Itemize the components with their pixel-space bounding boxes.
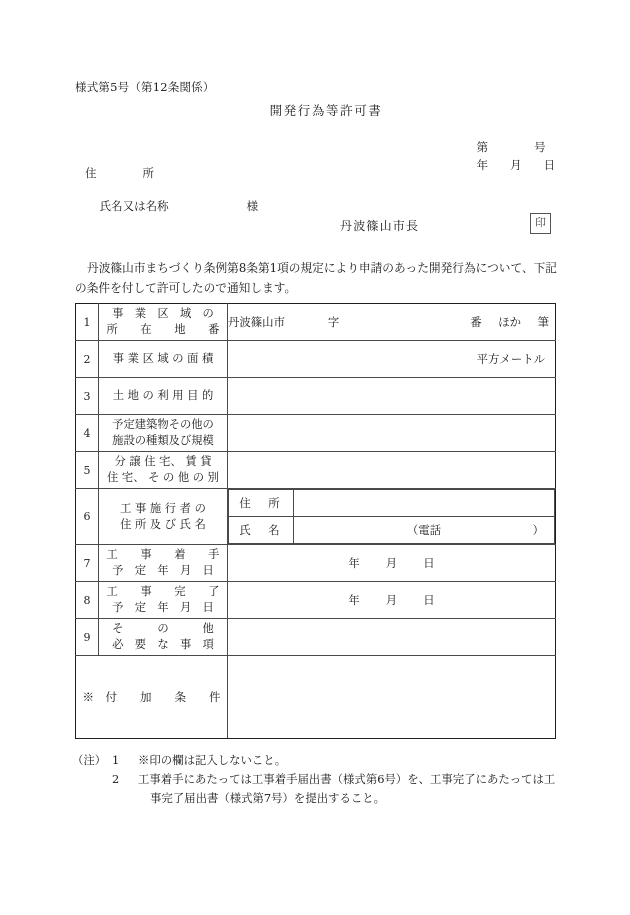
row-index: 6	[76, 489, 99, 545]
row-label-line1: 工 事 完 了	[106, 585, 220, 598]
row-label-line1: 土 地 の 利 用 目 的	[112, 389, 214, 402]
row-value[interactable]	[228, 304, 556, 341]
row-index: 9	[76, 619, 99, 656]
row-label-line2: 施設の種類及び規模	[112, 434, 214, 447]
telephone-label: （電話	[406, 523, 442, 537]
row-value[interactable]	[228, 415, 556, 452]
value-ban: 番	[470, 315, 482, 329]
contractor-subtable	[228, 489, 555, 544]
table-row	[76, 378, 556, 415]
row-label-line2: 必 要 な 事 項	[112, 638, 214, 651]
row-value[interactable]	[228, 378, 556, 415]
table-row	[76, 341, 556, 378]
addressee-address-label: 住 所	[85, 166, 154, 180]
row-label	[99, 415, 228, 452]
row-label	[99, 378, 228, 415]
footnote-text-line2: 事完了届出書（様式第7号）を提出すること。	[150, 791, 386, 805]
contractor-address-value[interactable]	[294, 490, 555, 517]
table-row	[76, 582, 556, 619]
start-day-label: 日	[423, 556, 435, 570]
footnote-item	[72, 751, 572, 770]
date-day-label: 日	[543, 158, 556, 172]
table-row	[76, 619, 556, 656]
row-label	[99, 489, 228, 545]
row-value[interactable]	[228, 341, 556, 378]
row-value[interactable]	[228, 545, 556, 582]
row-label-line2: 住 宅、 そ の 他 の 別	[107, 471, 219, 484]
footnotes	[72, 751, 572, 808]
document-date-line	[462, 143, 555, 187]
row-label-line2: 予 定 年 月 日	[112, 564, 214, 577]
addressee-name-line	[85, 184, 258, 228]
footnote-marker: （注）	[72, 753, 107, 767]
footnote-text-line1: 工事着手にあたっては工事着手届出書（様式第6号）を、工事完了にあたっては工	[138, 772, 556, 786]
row-index: 8	[76, 582, 99, 619]
value-hitsu: 筆	[537, 315, 549, 329]
row-label	[99, 619, 228, 656]
row-label-line1: 予定建築物その他の	[112, 418, 214, 431]
row-label-line1: 工 事 施 行 者 の	[120, 501, 206, 515]
row-index: 7	[76, 545, 99, 582]
addressee-name-label: 氏名又は名称	[99, 199, 169, 213]
footnote-number: 2	[112, 772, 120, 786]
document-number-suffix: 号	[534, 140, 546, 154]
footnote-text: ※印の欄は記入しないこと。	[138, 753, 287, 767]
end-month-label: 月	[385, 593, 398, 607]
permit-details-table	[75, 303, 556, 739]
value-city: 丹波篠山市	[228, 315, 285, 329]
footnote-number: 1	[112, 753, 120, 767]
contractor-address-label: 住 所	[229, 490, 294, 517]
row-index: 2	[76, 341, 99, 378]
subtable-row	[229, 490, 555, 517]
end-day-label: 日	[423, 593, 435, 607]
row-value-group	[228, 489, 556, 545]
value-unit: 平方メートル	[476, 352, 545, 366]
subtable-row	[229, 517, 555, 544]
row-index: 3	[76, 378, 99, 415]
contractor-name-value[interactable]	[294, 517, 555, 544]
row-value[interactable]	[228, 452, 556, 489]
additional-conditions-value[interactable]	[228, 656, 556, 739]
row-label-line1: 事 業 区 域 の	[112, 307, 214, 320]
row-label	[99, 452, 228, 489]
date-month-label: 月	[510, 158, 522, 172]
start-year-label: 年	[348, 556, 360, 570]
row-label-line1: 事 業 区 域 の 面 積	[112, 352, 214, 365]
row-index: 1	[76, 304, 99, 341]
row-label-line2: 所 在 地 番	[106, 323, 220, 336]
additional-conditions-label-text: ※ 付 加 条 件	[82, 690, 221, 704]
row-label	[99, 304, 228, 341]
row-label-line1: 分 譲 住 宅、 賃 貸	[114, 455, 212, 468]
addressee-honorific: 様	[246, 199, 259, 213]
seal-stamp-icon: 印	[530, 213, 551, 234]
value-aza: 字	[327, 315, 340, 329]
row-label-line1: 工 事 着 手	[106, 548, 220, 561]
row-label	[99, 545, 228, 582]
row-label	[99, 341, 228, 378]
footnote-text	[138, 770, 572, 808]
telephone-close-paren: ）	[532, 523, 544, 537]
table-row	[76, 452, 556, 489]
date-year-label: 年	[476, 158, 489, 172]
start-month-label: 月	[385, 556, 398, 570]
row-index: 4	[76, 415, 99, 452]
form-number: 様式第5号（第12条関係）	[75, 80, 215, 94]
row-label-line2: 予 定 年 月 日	[112, 601, 214, 614]
issuer-name: 丹波篠山市長	[340, 219, 420, 233]
table-row	[76, 415, 556, 452]
table-row-additional-conditions	[76, 656, 556, 739]
footnote-spacer	[72, 770, 112, 808]
body-paragraph: 丹波篠山市まちづくり条例第8条第1項の規定により申請のあった開発行為について、下記の条件を付して許可したので通知します。	[75, 261, 557, 295]
table-row	[76, 304, 556, 341]
end-year-label: 年	[348, 593, 360, 607]
table-row	[76, 545, 556, 582]
row-label	[99, 582, 228, 619]
table-row	[76, 489, 556, 545]
document-number-label: 第	[476, 140, 489, 154]
additional-conditions-label	[76, 656, 228, 739]
value-hoka: ほか	[498, 315, 522, 329]
row-label-line2: 住 所 及 び 氏 名	[120, 517, 206, 531]
row-value[interactable]	[228, 619, 556, 656]
document-title: 開発行為等許可書	[269, 103, 383, 118]
footnote-item	[72, 770, 572, 808]
contractor-name-label: 氏 名	[229, 517, 294, 544]
row-label-line1: そ の 他	[112, 622, 214, 635]
row-index: 5	[76, 452, 99, 489]
row-value[interactable]	[228, 582, 556, 619]
